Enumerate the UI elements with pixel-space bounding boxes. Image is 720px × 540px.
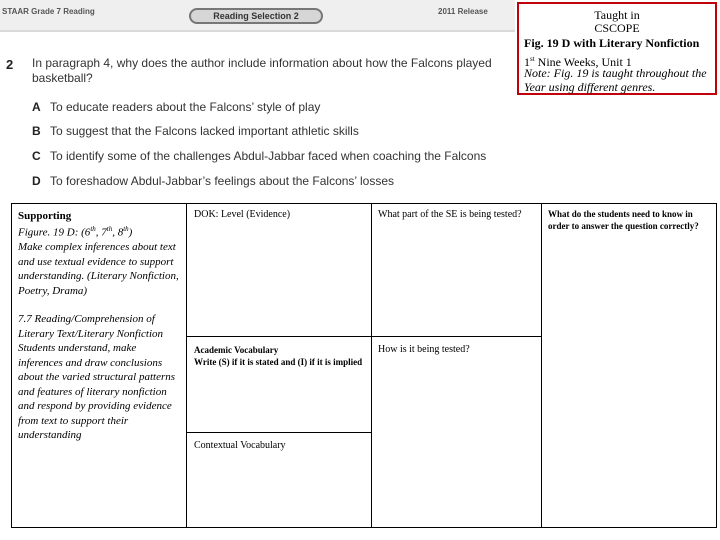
answer-option-b: B To suggest that the Falcons lacked important athletic skills bbox=[32, 124, 359, 138]
supporting-title: Supporting bbox=[18, 210, 72, 222]
callout-line-fig: Fig. 19 D with Literary Nonfiction bbox=[524, 36, 700, 50]
column-divider-2 bbox=[371, 204, 372, 527]
callout-line-cscope: CSCOPE bbox=[594, 21, 640, 35]
figure-19d-standard: Figure. 19 D: (6th, 7th, 8th) bbox=[18, 225, 133, 239]
test-title: STAAR Grade 7 Reading bbox=[2, 7, 95, 16]
row-divider-2 bbox=[187, 432, 372, 433]
release-year: 2011 Release bbox=[438, 7, 488, 16]
academic-vocabulary-title: Academic Vocabulary bbox=[194, 345, 279, 355]
answer-option-c: C To identify some of the challenges Abdul-Jabbar faced when coaching the Falcons bbox=[32, 149, 487, 163]
students-need-to-know-label: What do the students need to know in order to answer the question correctly? bbox=[548, 209, 699, 231]
se-7-7-description: 7.7 Reading/Comprehension of Literary Text/Literary Nonfiction Students understand, make inferences and draw conclusions about the varied structural patterns and features of literary nonfiction and respond by providing evidence from text to support their understanding bbox=[18, 313, 176, 442]
callout-line-taught: Taught in bbox=[594, 8, 640, 22]
academic-vocabulary-instructions: Write (S) if it is stated and (I) if it is implied bbox=[194, 356, 363, 367]
column-divider-3 bbox=[541, 204, 542, 527]
header-divider bbox=[0, 30, 515, 32]
answer-option-a: A To educate readers about the Falcons’ style of play bbox=[32, 100, 321, 114]
academic-vocabulary-cell bbox=[194, 345, 364, 368]
reading-selection-badge: Reading Selection 2 bbox=[189, 8, 323, 24]
analysis-table bbox=[11, 203, 717, 528]
staar-header-bar bbox=[0, 0, 515, 30]
supporting-cell bbox=[18, 210, 183, 443]
how-tested-label: How is it being tested? bbox=[378, 344, 470, 355]
column-divider-1 bbox=[186, 204, 187, 527]
contextual-vocabulary-label: Contextual Vocabulary bbox=[194, 440, 286, 451]
figure-19d-description: Make complex inferences about text and use textual evidence to support understanding. (Literary Nonfiction, Poetry, Drama) bbox=[18, 241, 179, 297]
answer-option-d: D To foreshadow Abdul-Jabbar’s feelings about the Falcons’ losses bbox=[32, 174, 394, 188]
callout-note: Note: Fig. 19 is taught throughout the Year using different genres. bbox=[524, 66, 707, 94]
question-number: 2 bbox=[6, 57, 14, 72]
cscope-callout bbox=[517, 2, 717, 95]
row-divider-1 bbox=[187, 336, 542, 337]
callout-line-nine-weeks: 1st Nine Weeks, Unit 1 bbox=[524, 55, 632, 69]
dok-level-label: DOK: Level (Evidence) bbox=[194, 209, 291, 220]
se-tested-label: What part of the SE is being tested? bbox=[378, 209, 522, 220]
question-text: In paragraph 4, why does the author include information about how the Falcons played basketball? bbox=[32, 56, 492, 85]
